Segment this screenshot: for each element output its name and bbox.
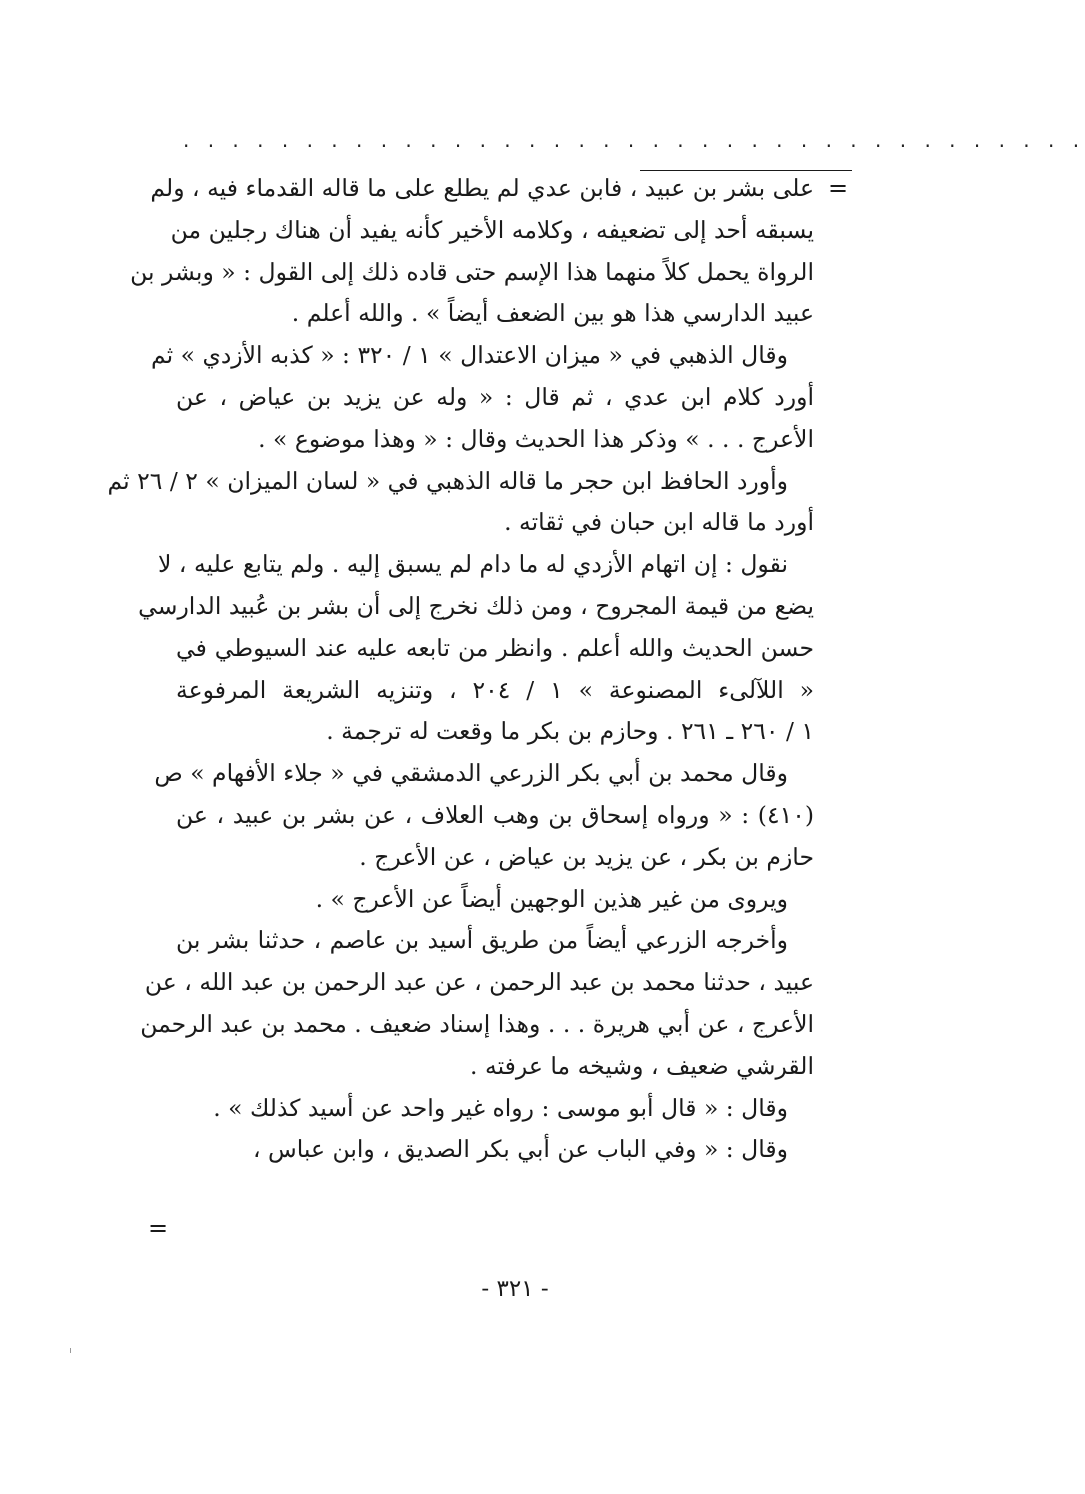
body-text [107, 168, 815, 1171]
text-line: وقال محمد بن أبي بكر الزرعي الدمشقي في « جلاء الأفهام » ص [154, 759, 788, 788]
text-line: يضع من قيمة المجروح ، ومن ذلك نخرج إلى أن بشر بن عُبيد الدارسي [138, 591, 814, 620]
text-line: الأعرج . . . » وذكر هذا الحديث وقال : « وهذا موضوع » . [258, 424, 814, 453]
text-line: الرواة يحمل كلاً منهما هذا الإسم حتى قاده ذلك إلى القول : « وبشر بن [130, 257, 814, 286]
text-line: ويروى من غير هذين الوجهين أيضاً عن الأعرج » . [315, 884, 788, 913]
text-line: وأورد الحافظ ابن حجر ما قاله الذهبي في « لسان الميزان » ٢ / ٢٦ ثم [107, 466, 788, 495]
dotted-separator: . . . . . . . . . . . . . . . . . . . . . . . . . . . . . . . . . . . . . [183, 128, 1085, 152]
text-line: يسبقه أحد إلى تضعيفه ، وكلامه الأخير كأنه يفيد أن هناك رجلين من [170, 215, 814, 244]
text-line: « اللآلىء المصنوعة » ١ / ٢٠٤ ، وتنزيه الشريعة المرفوعة [176, 675, 815, 704]
text-line: (٤١٠) : « ورواه إسحاق بن وهب العلاف ، عن بشر بن عبيد ، عن [176, 800, 814, 829]
continuation-mark-top: = [828, 174, 849, 202]
text-line: أورد ما قاله ابن حبان في ثقاته . [504, 508, 814, 537]
text-line: نقول : إن اتهام الأزدي له ما دام لم يسبق إليه . ولم يتابع عليه ، لا [158, 550, 788, 579]
text-line: أورد كلام ابن عدي ، ثم قال : « وله عن يزيد بن عياض ، عن [176, 382, 814, 411]
text-line: القرشي ضعيف ، وشيخه ما عرفته . [470, 1051, 814, 1080]
text-line: وقال : « قال أبو موسى : رواه غير واحد عن أسيد كذلك » . [213, 1093, 788, 1122]
text-line: وأخرجه الزرعي أيضاً من طريق أسيد بن عاصم ، حدثنا بشر بن [176, 926, 788, 955]
text-line: حسن الحديث والله أعلم . وانظر من تابعه عليه عند السيوطي في [176, 633, 814, 662]
text-line: على بشر بن عبيد ، فابن عدي لم يطلع على ما قاله القدماء فيه ، ولم [150, 174, 814, 202]
continuation-mark-bottom: = [148, 1214, 169, 1242]
text-line: عبيد الدارسي هذا هو بين الضعف أيضاً » . والله أعلم . [291, 299, 814, 328]
scan-speck [70, 1348, 75, 1353]
text-line: وقال الذهبي في « ميزان الاعتدال » ١ / ٣٢٠ : « كذبه الأزدي » ثم [150, 341, 788, 370]
page-number: - ٣٢١ - [481, 1276, 549, 1302]
text-line: وقال : « وفي الباب عن أبي بكر الصديق ، وابن عباس ، [252, 1135, 788, 1164]
text-line: حازم بن بكر ، عن يزيد بن عياض ، عن الأعرج . [359, 842, 814, 871]
text-line: ١ / ٢٦٠ ـ ٢٦١ . وحازم بن بكر ما وقعت له ترجمة . [326, 717, 814, 746]
text-line: عبيد ، حدثنا محمد بن عبد الرحمن ، عن عبد الرحمن بن عبد الله ، عن [144, 968, 814, 997]
text-line: الأعرج ، عن أبي هريرة . . . وهذا إسناد ضعيف . محمد بن عبد الرحمن [140, 1009, 814, 1038]
